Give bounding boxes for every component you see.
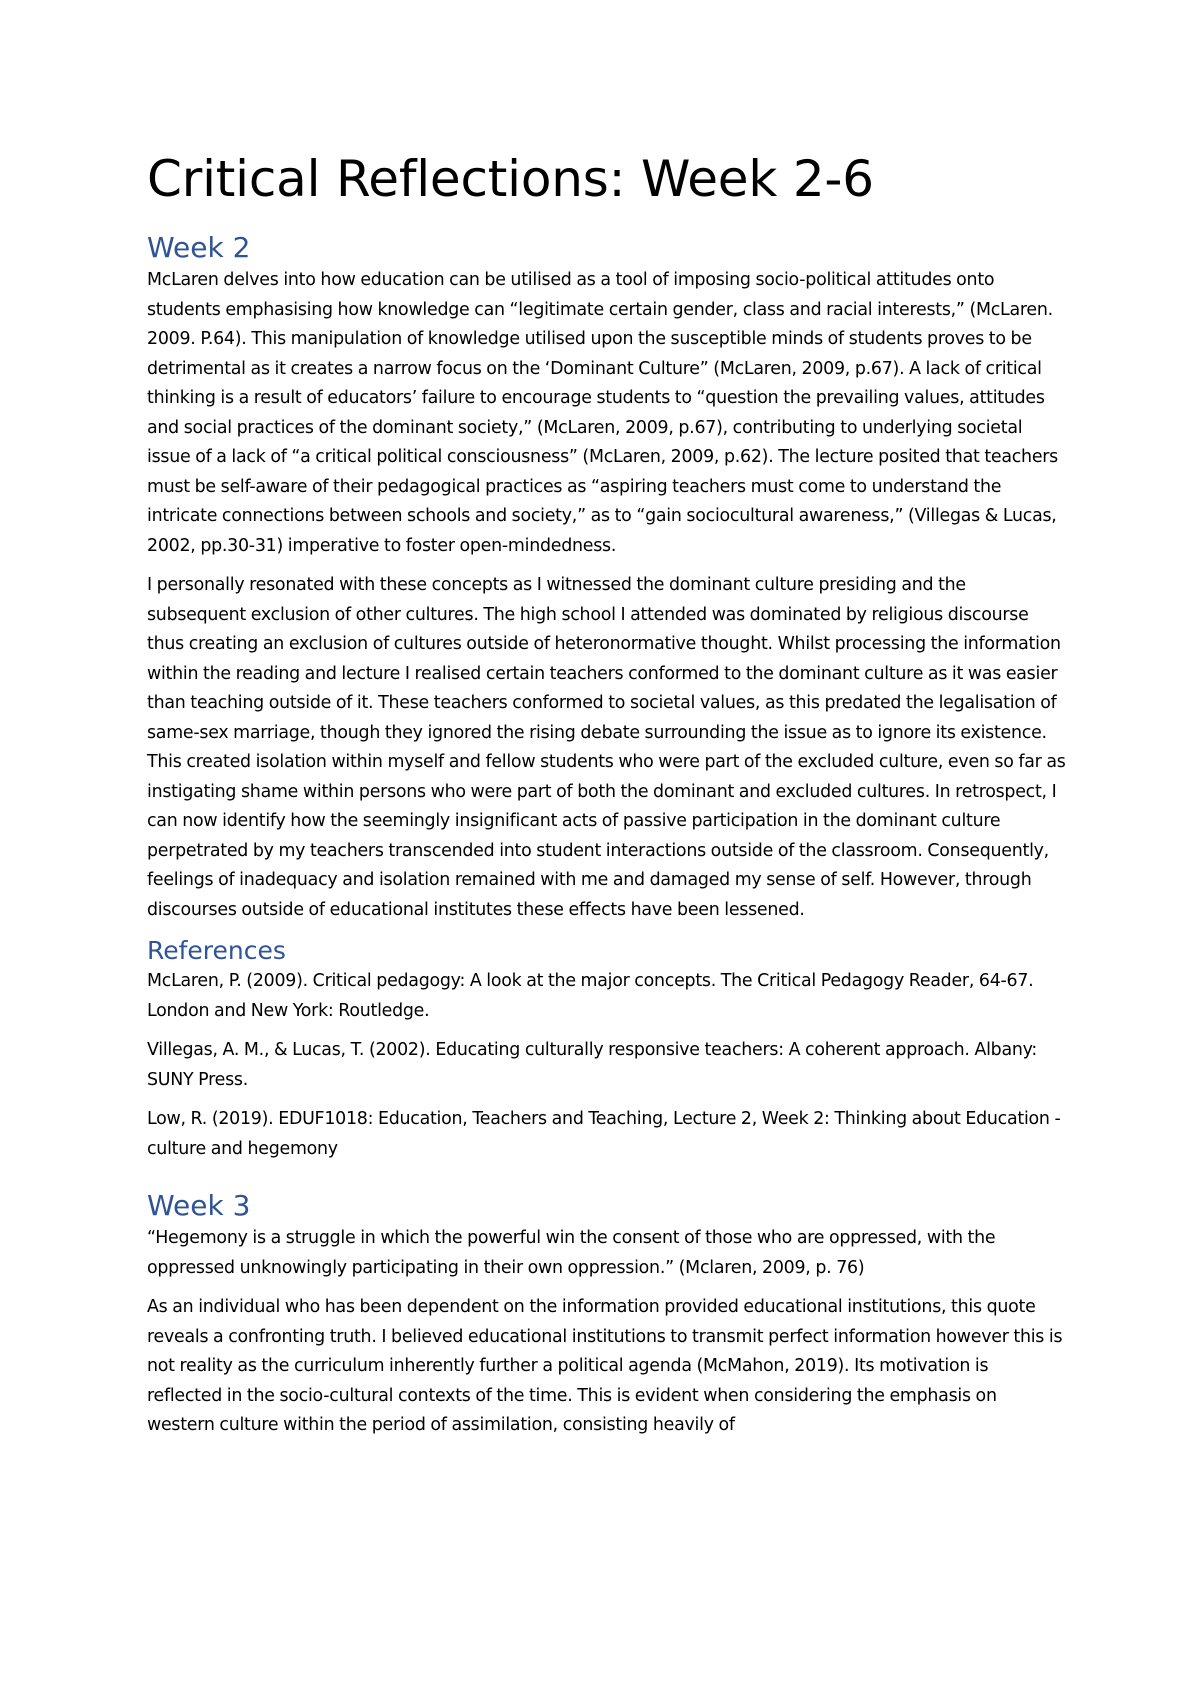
document-title: Critical Reflections: Week 2-6	[147, 150, 874, 208]
week-3-quote: “Hegemony is a struggle in which the powerful win the consent of those who are oppressed, with the oppressed unknowingly participating in their own oppression.” (Mclaren, 2009, p. 76)	[147, 1228, 996, 1278]
week-2-paragraph-1: McLaren delves into how education can be utilised as a tool of imposing socio-political attitudes onto students emphasising how knowledge can “legitimate certain gender, class and racial interests,” (McLaren. 2009. P.64). This manipulation of knowledge utilised upon the susceptible minds of students proves to be detrimental as it creates a narrow focus on the ‘Dominant Culture” (McLaren, 2009, p.67). A lack of critical thinking is a result of educators’ failure to encourage students to “question the prevailing values, attitudes and social practices of the dominant society,” (McLaren, 2009, p.67), contributing to underlying societal issue of a lack of “a critical political consciousness” (McLaren, 2009, p.62). The lecture posited that teachers must be self-aware of their pedagogical practices as “aspiring teachers must come to understand the intricate connections between schools and society,” as to “gain sociocultural awareness,” (Villegas & Lucas, 2002, pp.30-31) imperative to foster open-mindedness.	[147, 270, 1058, 556]
references-heading: References	[147, 936, 286, 965]
week-3-heading: Week 3	[147, 1189, 251, 1222]
document-body	[147, 140, 1067, 1451]
week-3-paragraph: As an individual who has been dependent on the information provided educational institutions, this quote reveals a confronting truth. I believed educational institutions to transmit perfect information however this is not reality as the curriculum inherently further a political agenda (McMahon, 2019). Its motivation is reflected in the socio-cultural contexts of the time. This is evident when considering the emphasis on western culture within the period of assimilation, consisting heavily of	[147, 1297, 1063, 1435]
reference-item-mclaren: McLaren, P. (2009). Critical pedagogy: A look at the major concepts. The Critical Pedagogy Reader, 64-67. London and New York: Routledge.	[147, 971, 1034, 1021]
week-2-paragraph-2: I personally resonated with these concepts as I witnessed the dominant culture presiding and the subsequent exclusion of other cultures. The high school I attended was dominated by religious discourse thus creating an exclusion of cultures outside of heteronormative thought. Whilst processing the information within the reading and lecture I realised certain teachers conformed to the dominant culture as it was easier than teaching outside of it. These teachers conformed to societal values, as this predated the legalisation of same-sex marriage, though they ignored the rising debate surrounding the issue as to ignore its existence. This created isolation within myself and fellow students who were part of the excluded culture, even so far as instigating shame within persons who were part of both the dominant and excluded cultures. In retrospect, I can now identify how the seemingly insignificant acts of passive participation in the dominant culture perpetrated by my teachers transcended into student interactions outside of the classroom. Consequently, feelings of inadequacy and isolation remained with me and damaged my sense of self. However, through discourses outside of educational institutes these effects have been lessened.	[147, 575, 1066, 920]
reference-item-villegas: Villegas, A. M., & Lucas, T. (2002). Educating culturally responsive teachers: A coherent approach. Albany: SUNY Press.	[147, 1040, 1038, 1090]
reference-item-low: Low, R. (2019). EDUF1018: Education, Teachers and Teaching, Lecture 2, Week 2: Thinking about Education - culture and hegemony	[147, 1109, 1061, 1159]
week-2-heading: Week 2	[147, 231, 251, 264]
